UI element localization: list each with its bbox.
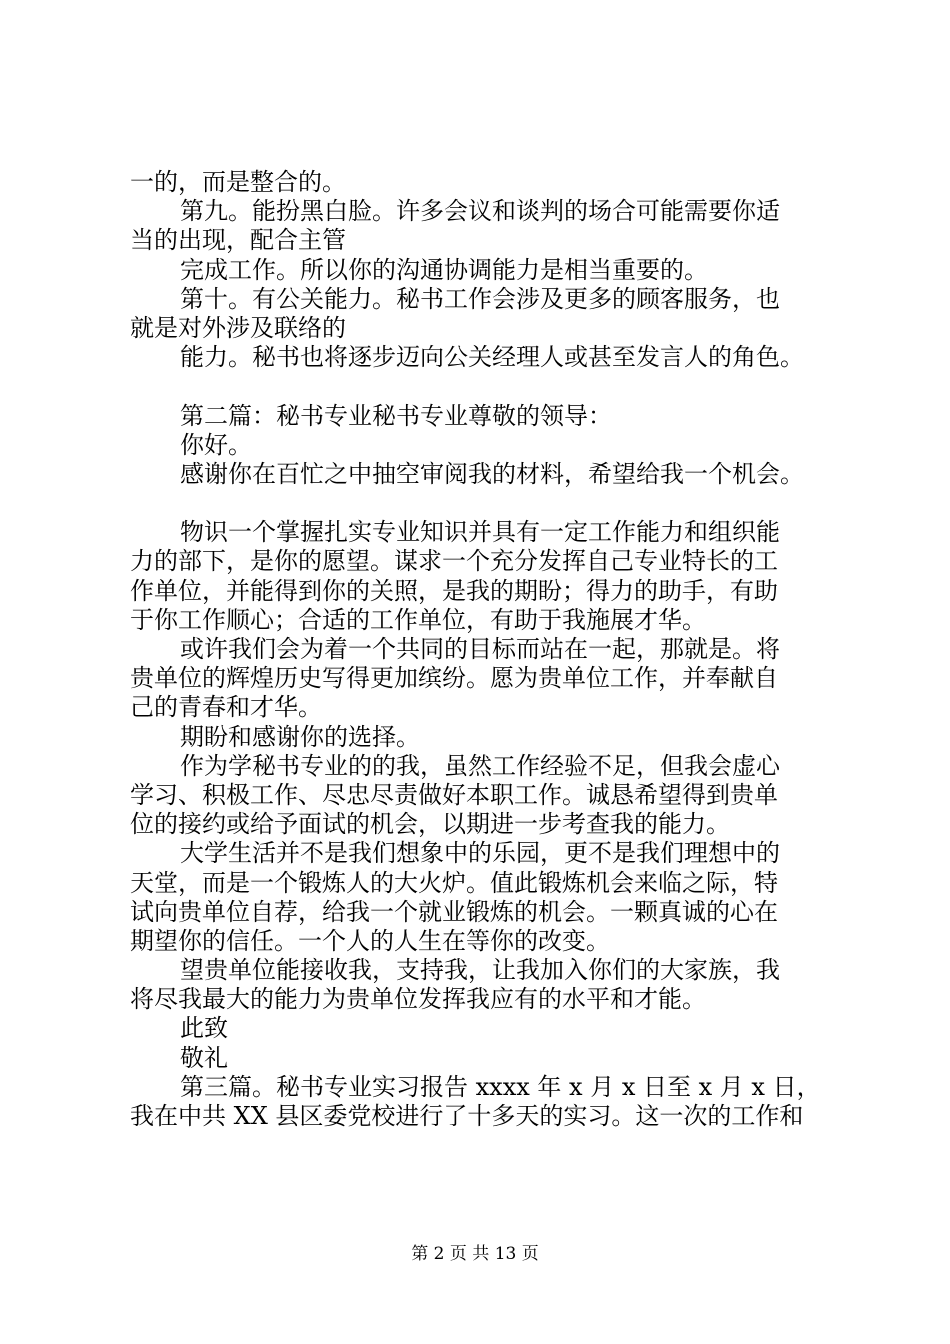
blank-line bbox=[130, 489, 830, 518]
text-line: 一的，而是整合的。 bbox=[130, 168, 346, 196]
text-line: 将尽我最大的能力为贵单位发挥我应有的水平和才能。 bbox=[130, 985, 706, 1014]
text-line: 第十。有公关能力。秘书工作会涉及更多的顾客服务，也 bbox=[180, 284, 780, 313]
page-footer: 第 2 页 共 13 页 bbox=[411, 1244, 539, 1264]
text-line: 期望你的信任。一个人的人生在等你的改变。 bbox=[130, 926, 610, 955]
text-line: 试向贵单位自荐，给我一个就业锻炼的机会。一颗真诚的心在 bbox=[130, 897, 778, 926]
text-line: 敬礼 bbox=[180, 1043, 228, 1072]
text-line: 你好。 bbox=[180, 430, 252, 459]
text-line: 作单位，并能得到你的关照，是我的期盼；得力的助手，有助 bbox=[130, 576, 778, 605]
text-line: 力的部下，是你的愿望。谋求一个充分发挥自己专业特长的工 bbox=[130, 547, 778, 576]
text-line: 于你工作顺心；合适的工作单位，有助于我施展才华。 bbox=[130, 605, 706, 634]
text-line: 感谢你在百忙之中抽空审阅我的材料，希望给我一个机会。 bbox=[180, 459, 804, 488]
text-line: 贵单位的辉煌历史写得更加缤纷。愿为贵单位工作，并奉献自 bbox=[130, 664, 778, 693]
text-line: 学习、积极工作、尽忠尽责做好本职工作。诚恳希望得到贵单 bbox=[130, 780, 778, 809]
text-line: 天堂，而是一个锻炼人的大火炉。值此锻炼机会来临之际，特 bbox=[130, 868, 778, 897]
text-line: 就是对外涉及联络的 bbox=[130, 313, 346, 342]
text-line: 第三篇。秘书专业实习报告 xxxx 年 x 月 x 日至 x 月 x 日， bbox=[180, 1072, 821, 1101]
text-line: 望贵单位能接收我，支持我，让我加入你们的大家族，我 bbox=[180, 956, 780, 985]
text-line: 我在中共 XX 县区委党校进行了十多天的实习。这一次的工作和 bbox=[130, 1102, 804, 1130]
text-line: 期盼和感谢你的选择。 bbox=[180, 722, 420, 751]
text-line: 第九。能扮黑白脸。许多会议和谈判的场合可能需要你适 bbox=[180, 197, 780, 226]
text-line: 或许我们会为着一个共同的目标而站在一起，那就是。将 bbox=[180, 635, 780, 663]
text-line: 大学生活并不是我们想象中的乐园，更不是我们理想中的 bbox=[180, 839, 780, 868]
text-line: 己的青春和才华。 bbox=[130, 693, 322, 722]
text-line: 此致 bbox=[180, 1014, 228, 1043]
blank-line bbox=[130, 372, 830, 401]
text-line: 完成工作。所以你的沟通协调能力是相当重要的。 bbox=[180, 255, 708, 284]
text-line: 物识一个掌握扎实专业知识并具有一定工作能力和组织能 bbox=[180, 518, 780, 547]
text-line: 能力。秘书也将逐步迈向公关经理人或甚至发言人的角色。 bbox=[180, 343, 804, 372]
document-body bbox=[130, 168, 830, 1131]
text-line: 作为学秘书专业的的我，虽然工作经验不足，但我会虚心 bbox=[180, 751, 780, 780]
text-line: 第二篇：秘书专业秘书专业尊敬的领导： bbox=[180, 401, 612, 430]
text-line: 位的接约或给予面试的机会，以期进一步考查我的能力。 bbox=[130, 810, 730, 839]
text-line: 当的出现，配合主管 bbox=[130, 226, 346, 255]
